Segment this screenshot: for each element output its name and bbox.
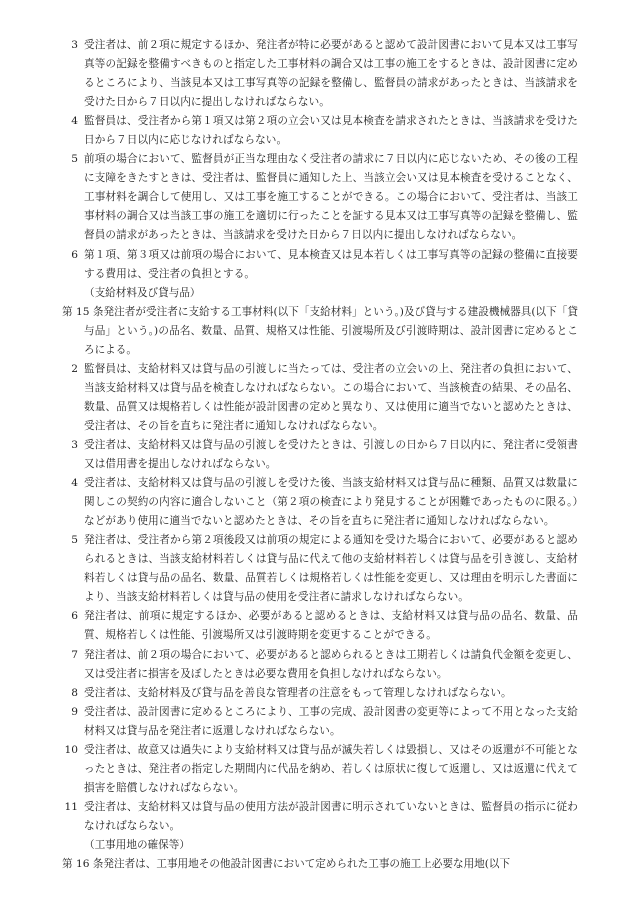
clause-text: 発注者は、受注者から第２項後段又は前項の規定による通知を受けた場合において、必要があると認められるときは、当該支給材料若しくは貸与品に代えて他の支給材料若しくは貸与品を引き渡し、支給材料若しくは貸与品の品名、数量、品質若しくは規格若しくは性能を変更し、又は理由を明示した書面により、当該支給材料若しくは貸与品の使用を受注者に請求しなければならない。 [84, 534, 578, 604]
clause-paragraph [62, 607, 578, 645]
clause-number: 7 [71, 648, 78, 661]
clause-paragraph [62, 474, 578, 531]
clause-text: 発注者は、前項に規定するほか、必要があると認めるときは、支給材料又は貸与品の品名、数量、品質、規格若しくは性能、引渡場所又は引渡時期を変更することができる。 [84, 610, 578, 642]
clause-text: 受注者は、支給材料及び貸与品を善良な管理者の注意をもって管理しなければならない。 [84, 686, 512, 699]
article-paragraph [62, 855, 578, 874]
clause-text: 監督員は、支給材料又は貸与品の引渡しに当たっては、受注者の立会いの上、発注者の負担において、当該支給材料又は貸与品を検査しなければならない。この場合において、当該検査の結果、その品名、数量、品質又は規格若しくは性能が設計図書の定めと異なり、又は使用に適当でないと認めたときは、受注者は、その旨を直ちに発注者に通知しなければならない。 [84, 362, 578, 432]
clause-paragraph [62, 246, 578, 284]
clause-text: 受注者は、支給材料又は貸与品の引渡しを受けたときは、引渡しの日から７日以内に、発注者に受領書又は借用書を提出しなければならない。 [84, 438, 578, 471]
article-number: 第 15 条 [62, 305, 104, 318]
article-heading: （支給材料及び貸与品） [84, 286, 201, 299]
article-number: 第 16 条 [62, 858, 104, 871]
article-paragraph [62, 303, 578, 360]
clause-number: 4 [71, 115, 78, 128]
clause-paragraph [62, 798, 578, 836]
clause-paragraph [62, 360, 578, 436]
clause-number: 2 [71, 362, 78, 375]
clause-paragraph [62, 684, 578, 703]
clause-text: 第１項、第３項又は前項の場合において、見本検査又は見本若しくは工事写真等の記録の整備に直接要する費用は、受注者の負担とする。 [84, 248, 578, 280]
clause-text: 監督員は、受注者から第１項又は第２項の立会い又は見本検査を請求されたときは、当該請求を受けた日から７日以内に応じなければならない。 [84, 115, 578, 147]
clause-paragraph [62, 741, 578, 798]
clause-number: 6 [71, 610, 78, 623]
clause-paragraph [62, 36, 578, 112]
clause-number: 8 [71, 686, 78, 699]
clause-number: 3 [71, 39, 78, 51]
clause-text: 受注者は、支給材料又は貸与品の引渡しを受けた後、当該支給材料又は貸与品に種類、品質又は数量に関しこの契約の内容に適合しないこと（第２項の検査により発見することが困難であったものに限る。）などがあり使用に適当でないと認めたときは、その旨を直ちに発注者に通知しなければならない。 [84, 477, 578, 528]
clause-text: 発注者は、前２項の場合において、必要があると認められるときは工期若しくは請負代金額を変更し、又は受注者に損害を及ぼしたときは必要な費用を負担しなければならない。 [84, 648, 578, 680]
clause-number: 10 [64, 743, 78, 756]
clause-paragraph [62, 703, 578, 741]
clause-text: 受注者は、前２項に規定するほか、発注者が特に必要があると認めて設計図書において見本又は工事写真等の記録を整備すべきものと指定した工事材料の調合又は工事の施工をするときは、設計図書に定めるところにより、当該見本又は工事写真等の記録を整備し、監督員の請求があったときは、当該請求を受けた日から７日以内に提出しなければならない。 [84, 39, 578, 109]
clause-number: 3 [71, 438, 78, 451]
clause-number: 9 [71, 705, 78, 718]
clause-paragraph [62, 646, 578, 684]
clause-number: 11 [64, 800, 78, 813]
clause-paragraph [62, 436, 578, 474]
article-text: 発注者は、工事用地その他設計図書において定められた工事の施工上必要な用地(以下 [103, 858, 511, 871]
clause-text: 受注者は、支給材料又は貸与品の使用方法が設計図書に明示されていないときは、監督員の指示に従わなければならない。 [84, 800, 578, 832]
clause-text: 受注者は、故意又は過失により支給材料又は貸与品が滅失若しくは毀損し、又はその返還が不可能となったときは、発注者の指定した期間内に代品を納め、若しくは原状に復して返還し、又は返還に代えて損害を賠償しなければならない。 [84, 743, 578, 794]
clause-text: 受注者は、設計図書に定めるところにより、工事の完成、設計図書の変更等によって不用となった支給材料又は貸与品を発注者に返還しなければならない。 [84, 705, 578, 737]
clause-text: 前項の場合において、監督員が正当な理由なく受注者の請求に７日以内に応じないため、その後の工程に支障をきたすときは、受注者は、監督員に通知した上、当該立会い又は見本検査を受けることなく、工事材料を調合して使用し、又は工事を施工することができる。この場合において、受注者は、当該工事材料の調合又は当該工事の施工を適切に行ったことを証する見本又は工事写真等の記録を整備し、監督員の請求があったときは、当該請求を受けた日から７日以内に提出しなければならない。 [84, 153, 578, 242]
article-heading: （工事用地の確保等） [84, 838, 190, 851]
clause-number: 5 [71, 153, 78, 166]
clause-paragraph [62, 531, 578, 607]
clause-number: 5 [71, 534, 78, 547]
clause-number: 6 [71, 248, 78, 261]
clause-paragraph [62, 150, 578, 245]
clause-number: 4 [71, 477, 78, 490]
clause-paragraph [62, 112, 578, 150]
article-text: 発注者が受注者に支給する工事材料(以下「支給材料」という。)及び貸与する建設機械器具(以下「貸与品」という。)の品名、数量、品質、規格又は性能、引渡場所及び引渡時期は、設計図書に定めるところによる。 [84, 305, 578, 356]
